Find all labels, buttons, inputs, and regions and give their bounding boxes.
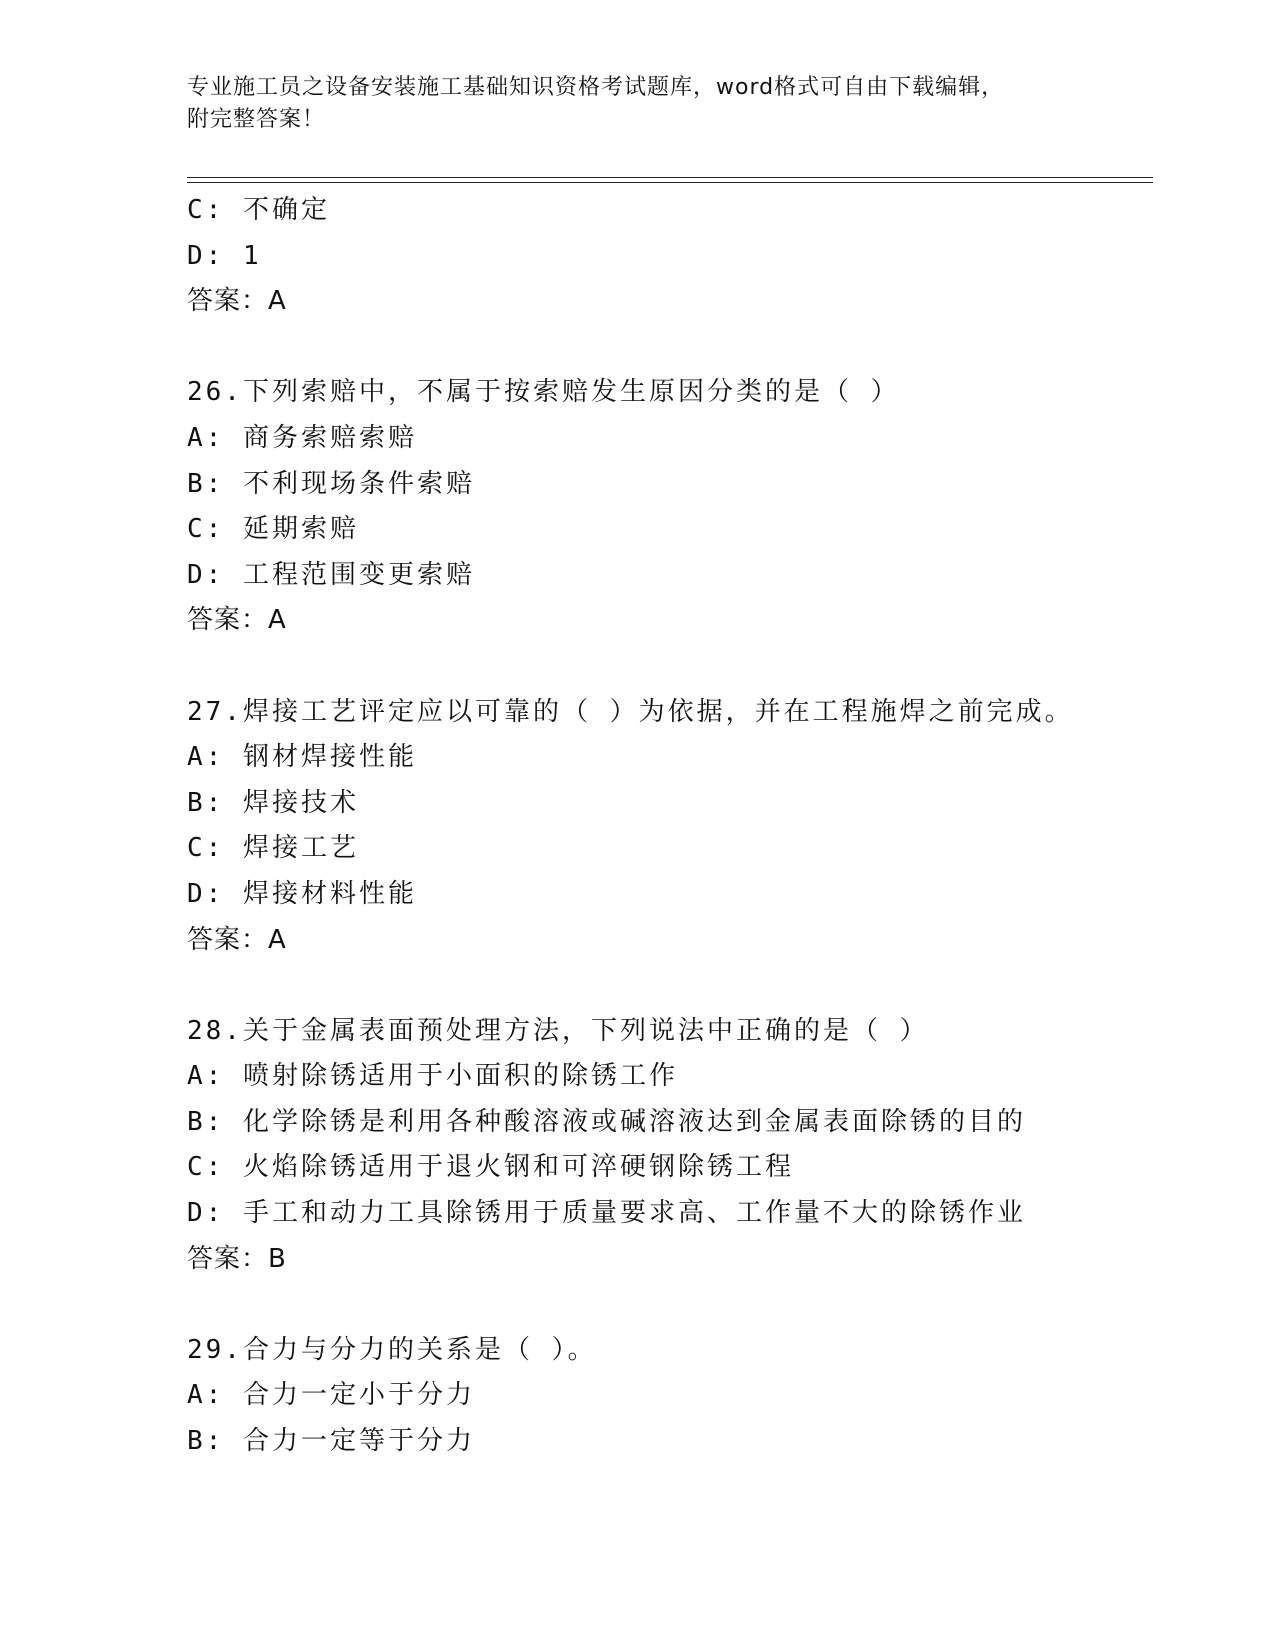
answer-line: 答案：A	[187, 924, 287, 955]
spacer	[187, 325, 1187, 371]
answer-line: 答案：B	[187, 1243, 287, 1274]
header-divider-bottom	[187, 182, 1153, 183]
question-block	[187, 690, 1187, 964]
header-line-1: 专业施工员之设备安装施工基础知识资格考试题库，word格式可自由下载编辑，	[187, 75, 1005, 100]
option-c: C: 火焰除锈适用于退火钢和可淬硬钢除锈工程	[187, 1152, 794, 1183]
question-block	[187, 370, 1187, 644]
question-stem: 29.合力与分力的关系是（ ）。	[187, 1334, 597, 1365]
question-stem: 27.焊接工艺评定应以可靠的（ ）为依据，并在工程施焊之前完成。	[187, 696, 1074, 727]
option-b: B: 合力一定等于分力	[187, 1426, 475, 1457]
option-d: D: 1	[187, 240, 262, 271]
document-header	[187, 72, 1087, 136]
question-stem: 28.关于金属表面预处理方法，下列说法中正确的是（ ）	[187, 1015, 929, 1046]
option-c: C: 不确定	[187, 195, 330, 225]
answer-line: 答案：A	[187, 286, 287, 317]
option-b: B: 化学除锈是利用各种酸溶液或碱溶液达到金属表面除锈的目的	[187, 1106, 1026, 1137]
option-a: A: 喷射除锈适用于小面积的除锈工作	[187, 1061, 678, 1092]
question-block	[187, 1009, 1187, 1283]
answer-line: 答案：A	[187, 605, 287, 636]
header-line-2: 附完整答案！	[187, 107, 326, 132]
option-a: A: 钢材焊接性能	[187, 742, 417, 773]
spacer	[187, 1282, 1187, 1328]
option-c: C: 延期索赔	[187, 514, 359, 545]
option-c: C: 焊接工艺	[187, 833, 359, 864]
question-stem: 26.下列索赔中，不属于按索赔发生原因分类的是（ ）	[187, 377, 900, 408]
question-block	[187, 1328, 1187, 1465]
question-list	[187, 188, 1187, 1465]
option-d: D: 焊接材料性能	[187, 878, 417, 909]
question-block	[187, 188, 1187, 325]
option-b: B: 不利现场条件索赔	[187, 468, 475, 499]
spacer	[187, 963, 1187, 1009]
option-d: D: 工程范围变更索赔	[187, 559, 475, 590]
spacer	[187, 644, 1187, 690]
option-b: B: 焊接技术	[187, 787, 359, 818]
header-divider-top	[187, 177, 1153, 178]
option-a: A: 商务索赔索赔	[187, 422, 417, 453]
option-a: A: 合力一定小于分力	[187, 1380, 475, 1411]
option-d: D: 手工和动力工具除锈用于质量要求高、工作量不大的除锈作业	[187, 1198, 1026, 1229]
